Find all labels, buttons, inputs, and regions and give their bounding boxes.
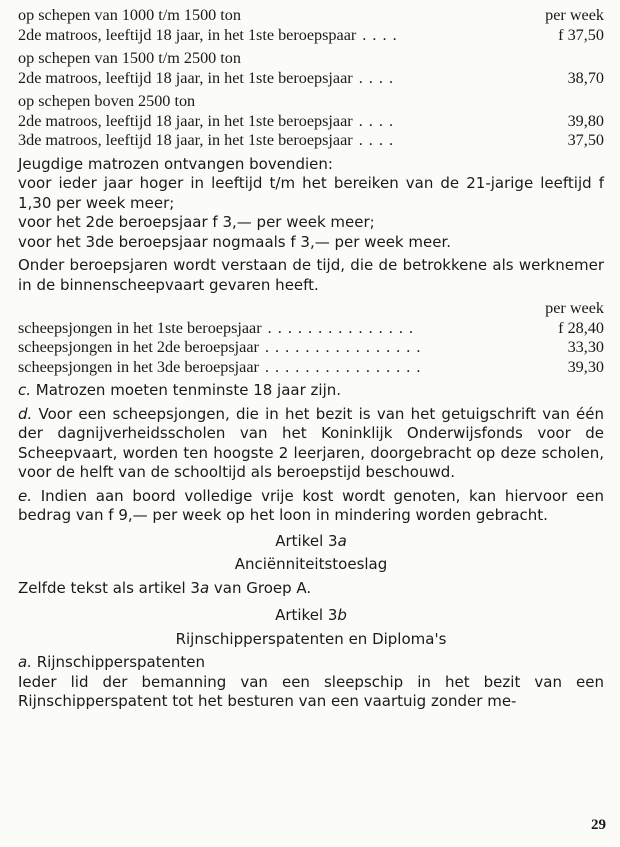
wage-header-row [18, 6, 604, 26]
wage-row: 2de matroos, leeftijd 18 jaar, in het 1ste beroepspaar . . . . f 37,50 [18, 25, 604, 44]
document-page [18, 6, 604, 712]
clause-e [18, 487, 604, 526]
article-subtitle: Anciënniteitstoeslag [234, 555, 388, 573]
clause-text: Matrozen moeten tenminste 18 jaar zijn. [35, 381, 342, 399]
paragraph: Ieder lid der bemanning van een sleepschip in het bezit van een Rijnschipperspatent tot het besturen van een vaartuig zonder me- [18, 672, 604, 710]
clause-a [18, 653, 604, 673]
page-number: 29 [591, 816, 606, 833]
wage-label: 2de matroos, leeftijd 18 jaar, in het 1ste beroepsjaar [18, 68, 353, 87]
wage-value: 33,30 [567, 338, 604, 356]
category-heading: op schepen van 1000 t/m 1500 ton [18, 6, 241, 24]
wage-row: 3de matroos, leeftijd 18 jaar, in het 1ste beroepsjaar . . . . 37,50 [18, 131, 604, 149]
wage-label: scheepsjongen in het 2de beroepsjaar [18, 338, 259, 356]
wage-value: f 37,50 [558, 25, 604, 44]
wage-value: 39,30 [567, 357, 604, 376]
per-week-label: per week [545, 299, 604, 317]
wage-value: f 28,40 [558, 318, 604, 337]
paragraph: voor ieder jaar hoger in leeftijd t/m het bereiken van de 21-jarige leeftijd f 1,30 per week meer; [18, 174, 604, 212]
wage-value: 39,80 [567, 111, 604, 130]
clause-letter: d. [18, 404, 33, 423]
category-heading: op schepen boven 2500 ton [18, 92, 196, 110]
paragraph: voor het 2de beroepsjaar f 3,— per week meer; [18, 213, 375, 231]
wage-value: 37,50 [567, 131, 604, 149]
article-text: Zelfde tekst als artikel 3a van Groep A. [18, 578, 312, 597]
wage-row: scheepsjongen in het 3de beroepsjaar . . . . . . . . . . . . . . . . 39,30 [18, 357, 604, 376]
wage-label: 2de matroos, leeftijd 18 jaar, in het 1ste beroepsjaar [18, 111, 353, 130]
wage-label: 2de matroos, leeftijd 18 jaar, in het 1ste beroepspaar [18, 25, 357, 44]
clause-letter: c. [18, 381, 32, 399]
article-title: Artikel 3a [275, 531, 347, 550]
paragraph: Onder beroepsjaren wordt verstaan de tijd, die de betrokkene als werknemer in de binnenscheepvaart gevaren heeft. [18, 256, 604, 294]
article-subtitle: Rijnschipperspatenten en Diploma's [175, 629, 447, 648]
wage-value: 38,70 [567, 68, 604, 87]
clause-text: Rijnschipperspatenten [36, 653, 205, 671]
wage-row: scheepsjongen in het 2de beroepsjaar . . . . . . . . . . . . . . . . 33,30 [18, 338, 604, 356]
paragraph: Jeugdige matrozen ontvangen bovendien: [18, 154, 333, 173]
wage-row: 2de matroos, leeftijd 18 jaar, in het 1ste beroepsjaar . . . . 39,80 [18, 111, 604, 130]
wage-label: scheepsjongen in het 3de beroepsjaar [18, 357, 259, 376]
clause-text: Indien aan boord volledige vrije kost wordt genoten, kan hiervoor een bedrag van f 9,— per week op het loon in mindering worden gebracht. [18, 486, 604, 524]
category-heading-row [18, 49, 604, 69]
wage-row: 2de matroos, leeftijd 18 jaar, in het 1ste beroepsjaar . . . . 38,70 [18, 68, 604, 87]
clause-d [18, 405, 604, 483]
wage-label: scheepsjongen in het 1ste beroepsjaar [18, 318, 262, 337]
clause-text: Voor een scheepsjongen, die in het bezit is van het getuigschrift van één der dagnijverheidsscholen van het Koninklijk Onderwijsfonds voor de Scheepvaart, worden ten hoogste 2 leerjaren, doorgebracht op deze scholen, voor de helft van de schooltijd als beroepstijd beschouwd. [18, 404, 604, 481]
category-heading: op schepen van 1500 t/m 2500 ton [18, 49, 241, 67]
category-heading-row [18, 92, 604, 112]
wage-row: scheepsjongen in het 1ste beroepsjaar . . . . . . . . . . . . . . . f 28,40 [18, 318, 604, 337]
article-title: Artikel 3b [275, 606, 347, 624]
paragraph: voor het 3de beroepsjaar nogmaals f 3,— per week meer. [18, 232, 452, 251]
clause-letter: a. [18, 653, 32, 671]
clause-c [18, 381, 604, 401]
clause-letter: e. [18, 486, 32, 505]
wage-label: 3de matroos, leeftijd 18 jaar, in het 1ste beroepsjaar [18, 131, 353, 149]
per-week-label: per week [545, 6, 604, 24]
